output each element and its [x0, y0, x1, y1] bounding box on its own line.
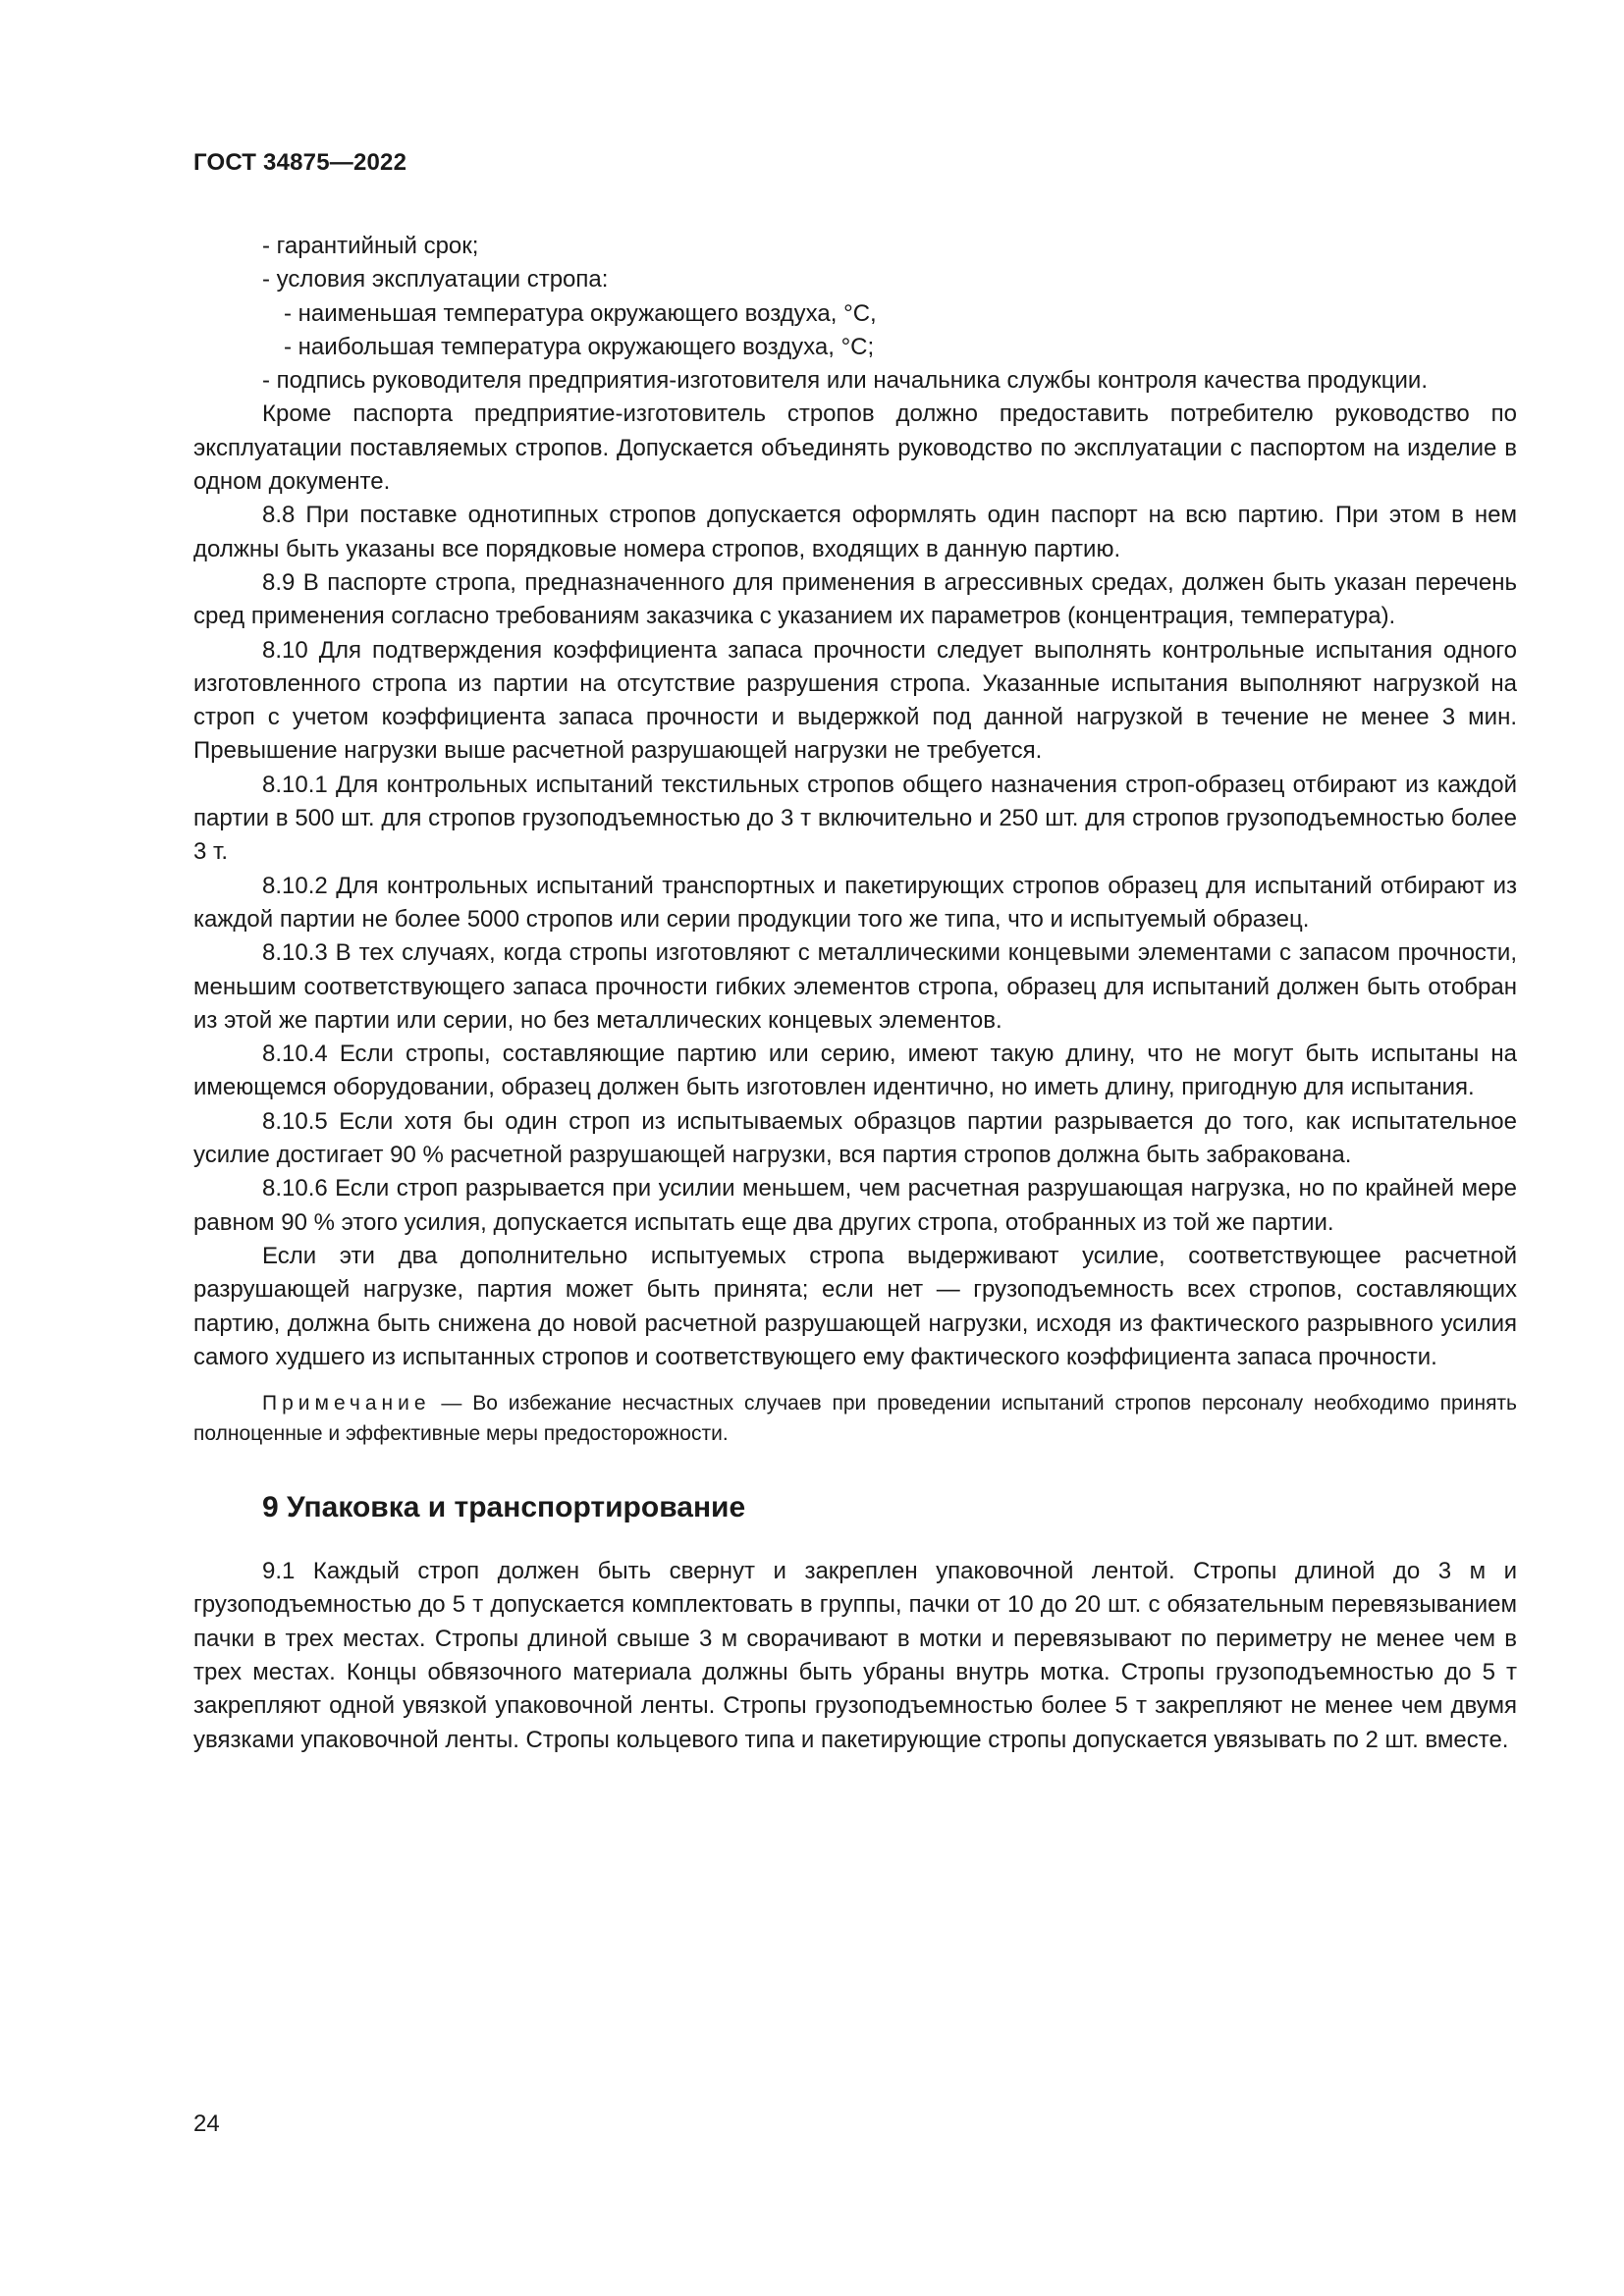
paragraph-8-10-1: 8.10.1 Для контрольных испытаний текстильных стропов общего назначения строп-образец отбирают из каждой партии в 500 шт. для стропов грузоподъемностью до 3 т включительно и 250 шт. для стропов грузоподъемностью более 3 т. [193, 771, 1517, 866]
list-item-signature: - подпись руководителя предприятия-изготовителя или начальника службы контроля качества продукции. [262, 367, 1428, 395]
paragraph-8-9: 8.9 В паспорте стропа, предназначенного для применения в агрессивных средах, должен быть указан перечень сред применения согласно требованиям заказчика с указанием их параметров (концентрация, температура). [193, 568, 1517, 630]
paragraph-8-10: 8.10 Для подтверждения коэффициента запаса прочности следует выполнять контрольные испытания одного изготовленного стропа из партии на отсутствие разрушения стропа. Указанные испытания выполняют нагрузкой на строп с учетом коэффициента запаса прочности и выдержкой под данной нагрузкой в течение не менее 3 мин. Превышение нагрузки выше расчетной разрушающей нагрузки не требуется. [193, 636, 1517, 765]
paragraph-9-1: 9.1 Каждый строп должен быть свернут и закреплен упаковочной лентой. Стропы длиной до 3 м и грузоподъемностью до 5 т допускается комплектовать в группы, пачки от 10 до 20 шт. с обязательным перевязыванием пачки в трех местах. Стропы длиной свыше 3 м сворачивают в мотки и перевязывают по периметру не менее чем в трех местах. Концы обвязочного материала должны быть убраны внутрь мотка. Стропы грузоподъемностью до 5 т закрепляют одной увязкой упаковочной ленты. Стропы грузоподъемностью более 5 т закрепляют не менее чем двумя увязками упаковочной ленты. Стропы кольцевого типа и пакетирующие стропы допускается увязывать по 2 шт. вместе. [193, 1558, 1517, 1753]
note [193, 1388, 1517, 1449]
note-label: Примечание [262, 1392, 431, 1415]
paragraph-8-10-4: 8.10.4 Если стропы, составляющие партию или серию, имеют такую длину, что не могут быть испытаны на имеющемся оборудовании, образец должен быть изготовлен идентично, но иметь длину, пригодную для испытания. [193, 1041, 1517, 1101]
paragraph-additional-test: Если эти два дополнительно испытуемых стропа выдерживают усилие, соответствующее расчетной разрушающей нагрузке, партия может быть принята; если нет — грузоподъемность всех стропов, составляющих партию, должна быть снижена до новой расчетной разрушающей нагрузки, исходя из фактического разрывного усилия самого худшего из испытанных стропов и соответствующего ему фактического коэффициента запаса прочности. [193, 1242, 1517, 1370]
document-header: ГОСТ 34875—2022 [193, 149, 407, 176]
paragraph-passport: Кроме паспорта предприятие-изготовитель стропов должно предоставить потребителю руководство по эксплуатации поставляемых стропов. Допускается объединять руководство по эксплуатации с паспортом на изделие в одном документе. [193, 400, 1517, 496]
list-item-warranty: - гарантийный срок; [262, 233, 479, 259]
paragraph-8-10-2: 8.10.2 Для контрольных испытаний транспортных и пакетирующих стропов образец для испытаний отбирают из каждой партии не более 5000 стропов или серии продукции того же типа, что и испытуемый образец. [193, 872, 1517, 933]
paragraph-8-10-6: 8.10.6 Если строп разрывается при усилии меньшем, чем расчетная разрушающая нагрузка, но по крайней мере равном 90 % этого усилия, допускается испытать еще два других стропа, отобранных из той же партии. [193, 1175, 1517, 1236]
section-heading: 9 Упаковка и транспортирование [262, 1491, 746, 1524]
list-item-min-temp: - наименьшая температура окружающего воздуха, °С, [284, 299, 877, 327]
paragraph-8-8: 8.8 При поставке однотипных стропов допускается оформлять один паспорт на всю партию. При этом в нем должны быть указаны все порядковые номера стропов, входящих в данную партию. [193, 502, 1517, 562]
paragraph-8-10-3: 8.10.3 В тех случаях, когда стропы изготовляют с металлическими концевыми элементами с запасом прочности, меньшим соответствующего запаса прочности гибких элементов стропа, образец для испытаний должен быть отобран из этой же партии или серии, но без металлических концевых элементов. [193, 939, 1517, 1034]
document-body [193, 230, 1517, 1757]
list-item-conditions: - условия эксплуатации стропа: [262, 266, 609, 294]
page-number: 24 [193, 2110, 220, 2137]
paragraph-8-10-5: 8.10.5 Если хотя бы один строп из испытываемых образцов партии разрывается до того, как испытательное усилие достигает 90 % расчетной разрушающей нагрузки, вся партия стропов должна быть забракована. [193, 1107, 1517, 1169]
note-text: — Во избежание несчастных случаев при проведении испытаний стропов персоналу необходимо принять полноценные и эффективные меры предосторожности. [193, 1392, 1517, 1446]
list-item-max-temp: - наибольшая температура окружающего воздуха, °С; [284, 333, 875, 360]
